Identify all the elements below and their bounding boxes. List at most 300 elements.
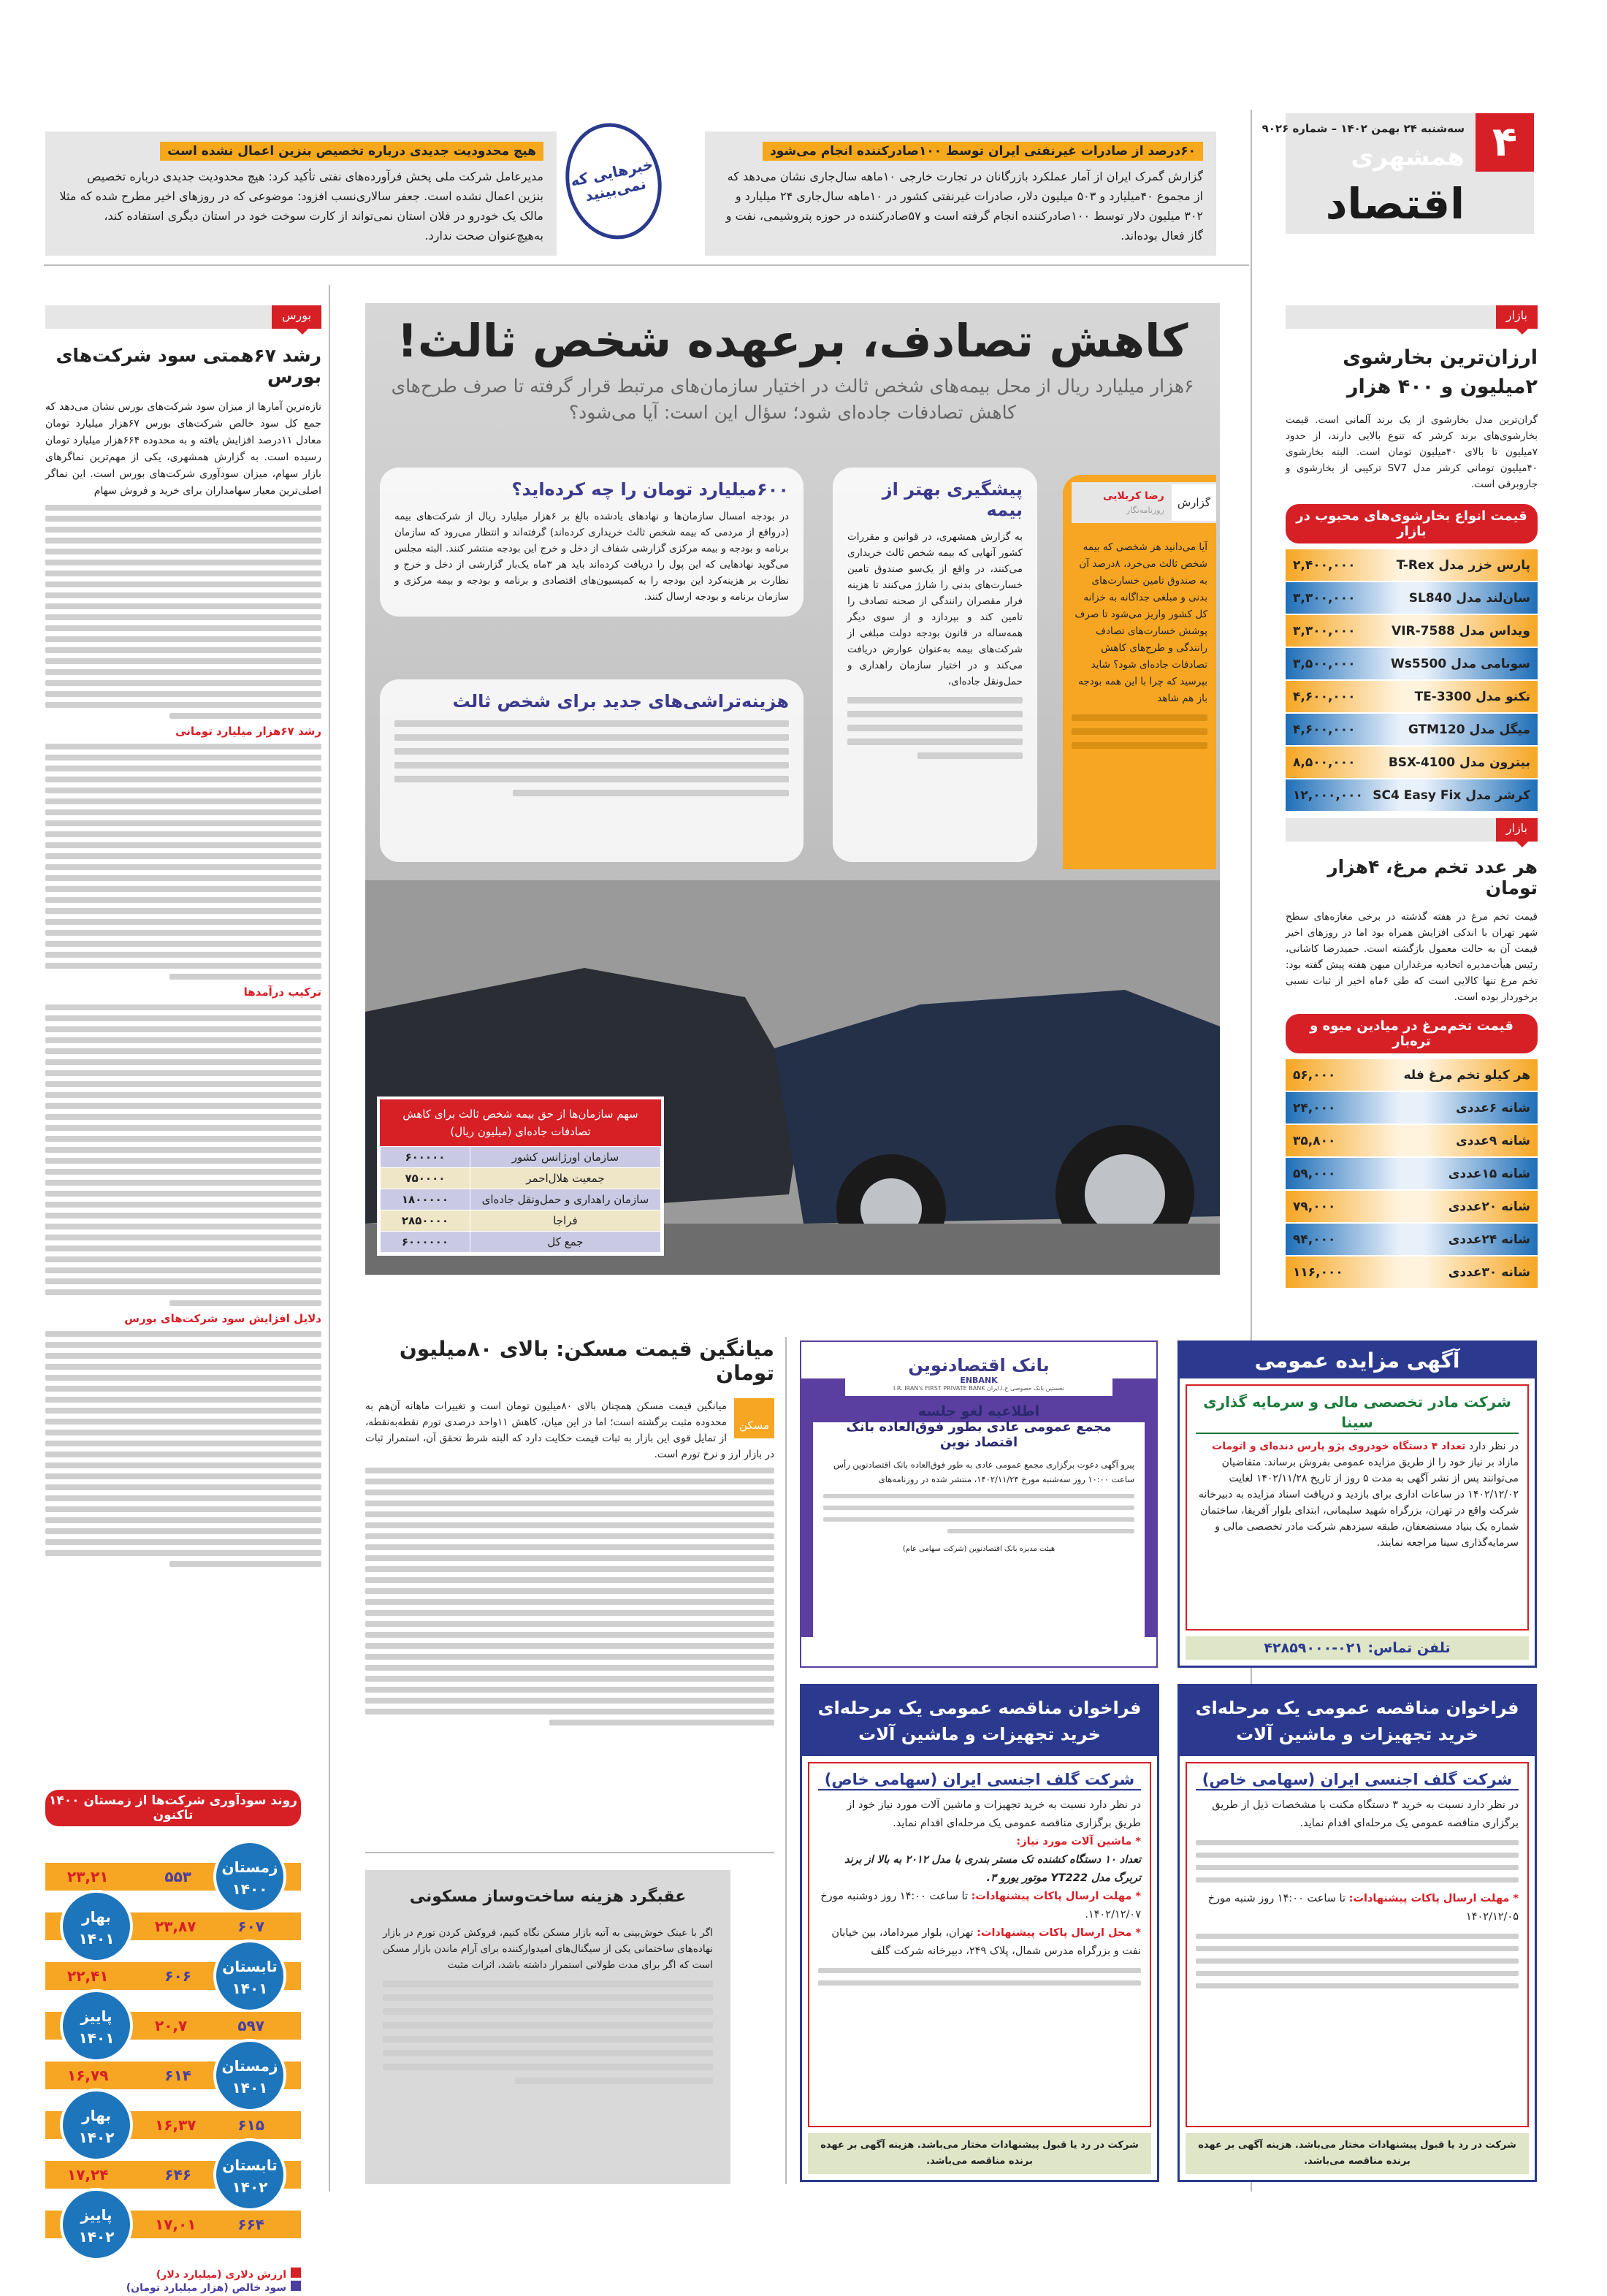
article-body: میانگین قیمت مسکن همچنان بالای ۸۰میلیون تومان است و تغییرات ماهانه آن‌هم به محدوده مثبت برگشته است؛ اما در این میان، کاهش ۱۱واحد درصدی تورم نقطه‌به‌نقطه، از تمایل قوی این بازار به ثبات قیمت حکایت دارد که البته شرط تحقق آن، استمرار ثبات در بازار ارز و نرخ تورم است.	[365, 1400, 774, 1460]
text-line	[45, 809, 321, 815]
text-line	[45, 1015, 321, 1021]
text-line	[45, 820, 321, 826]
ad-company: شرکت گلف اجنسی ایران (سهامی خاص)	[818, 1771, 1141, 1790]
dollar-value: ۱۶,۳۷	[155, 2116, 196, 2134]
ad-body: پیرو آگهی دعوت برگزاری مجمع عمومی عادی به طور فوق‌العاده بانک اقتصادنوین رأس ساعت ۱۰:۰۰ روز سه‌شنبه مورخ ۱۴۰۲/۱۱/۲۴، منتشر شده در روزنامه‌های	[833, 1460, 1134, 1484]
box-title: هزینه‌تراشی‌های جدید برای شخص ثالث	[452, 691, 789, 712]
text-line	[549, 1720, 774, 1725]
year: ۱۴۰۱	[78, 2029, 115, 2047]
section-bar	[45, 305, 321, 329]
text-line	[45, 1081, 321, 1087]
org-value: ۷۵۰۰۰۰	[381, 1168, 470, 1189]
season-badge	[60, 2188, 133, 2261]
org-value: ۶۰۰۰۰۰	[381, 1147, 470, 1168]
item-name: شانه ۹عددی	[1456, 1133, 1530, 1148]
season-badge	[213, 1940, 286, 2013]
text-line	[365, 1490, 774, 1495]
item-name: شانه ۱۵عددی	[1448, 1166, 1530, 1181]
profit-value: ۶۴۶	[164, 2166, 191, 2184]
text-line	[169, 974, 321, 980]
text-line	[45, 831, 321, 837]
legend	[45, 2268, 301, 2294]
text-line	[45, 691, 321, 697]
logo-overlay: همشهری	[1351, 142, 1465, 172]
season: زمستان	[221, 2057, 278, 2075]
text-line	[45, 842, 321, 848]
box-title: ۶۰۰میلیارد تومان را چه کرده‌اید؟	[511, 479, 789, 500]
table-row	[381, 1189, 661, 1210]
legend-dollar: ارزش دلاری (میلیارد دلار)	[45, 2268, 301, 2281]
masthead	[1261, 113, 1534, 234]
item-price: ۳,۳۰۰,۰۰۰	[1293, 623, 1356, 638]
teaser-title: هیچ محدودیت جدیدی درباره تخصیص بنزین اعمال نشده است	[160, 142, 543, 161]
dollar-value: ۲۲,۴۱	[67, 1967, 109, 1985]
text-line	[365, 1698, 774, 1704]
headline: رشد ۶۷همتی سود شرکت‌های بورس	[56, 345, 321, 387]
text-line	[45, 614, 321, 620]
text-line	[45, 1495, 321, 1501]
text-line	[45, 1114, 321, 1120]
trend-row	[45, 2007, 301, 2047]
text-line	[45, 1235, 321, 1240]
text-line	[45, 1125, 321, 1131]
text-line	[45, 1397, 321, 1403]
year: ۱۴۰۱	[232, 1980, 268, 1997]
text-line	[45, 538, 321, 544]
ad-subtitle: مجمع عمومی عادی بطور فوق‌العاده بانک اقتصاد نوین	[846, 1419, 1112, 1450]
ad-label: * ماشین آلات مورد نیاز:	[1016, 1836, 1141, 1847]
text-line	[45, 1375, 321, 1381]
text-line	[45, 603, 321, 609]
section-label: بازار	[1496, 305, 1538, 329]
text-line	[45, 1136, 321, 1142]
text-line	[45, 702, 321, 708]
item-price: ۵۶,۰۰۰	[1293, 1067, 1336, 1083]
text-line	[45, 1441, 321, 1446]
season: پاییز	[80, 2007, 112, 2025]
tender-ad-1	[800, 1684, 1159, 2182]
price-row	[1286, 1092, 1538, 1124]
season-badge	[213, 2039, 286, 2112]
text-line	[45, 1103, 321, 1109]
subhead: دلایل افزایش سود شرکت‌های بورس	[124, 1312, 321, 1325]
subhead: رشد ۶۷هزار میلیارد تومانی	[175, 725, 321, 738]
ad-text: تعداد ۱۰ دستگاه کشنده تک مستر بندری با مدل ۲۰۱۲ به بالا از برند تربرگ مدل YT222 موتور یورو ۳.	[844, 1854, 1141, 1884]
text-line	[45, 908, 321, 914]
item-price: ۴,۶۰۰,۰۰۰	[1293, 689, 1356, 704]
text-line	[365, 1643, 774, 1649]
text-line	[45, 1246, 321, 1251]
org-share-table	[380, 1099, 661, 1253]
trend-row	[45, 2107, 301, 2146]
text-line	[45, 853, 321, 859]
year: ۱۴۰۲	[78, 2129, 115, 2146]
text-line	[45, 875, 321, 881]
dollar-value: ۲۰,۷	[155, 2017, 188, 2034]
text-line	[45, 952, 321, 958]
text-line	[365, 1709, 774, 1715]
section-logo: اقتصاد	[1325, 179, 1465, 229]
ad-text: در نظر دارد نسبت به خرید ۳ دستگاه مکنت با مشخصات ذیل از طریق برگزاری مناقصه عمومی یک مرحله‌ای اقدام نماید.	[1212, 1799, 1519, 1829]
item-name: شانه ۶عددی	[1456, 1100, 1530, 1115]
text-line	[45, 581, 321, 587]
text-line	[45, 1452, 321, 1457]
tender-ad-2	[1177, 1684, 1537, 2182]
ad-text: مازاد بر نیاز خود را از طریق مزایده عمومی بفروش برساند. متقاضیان می‌توانند پس از نشر آگهی به مدت ۵ روز از تاریخ ۱۴۰۲/۱۱/۲۸ لغایت ۱۴۰۲/۱۲/۰۲ در ساعات اداری برای بازدید و دریافت اسناد مزایده به دبیرخانه شرکت واقع در تهران، بزرگراه شهید سلیمانی، ابتدای بلوار آفریقا، ساختمان شماره یک بنیاد مستضعفان، طبقه سیزدهم شرکت مادر تخصصی مالی و سرمایه‌گذاری سینا مراجعه نمایند.	[1198, 1457, 1519, 1549]
bank-ad	[800, 1340, 1158, 1668]
text-line	[365, 1665, 774, 1671]
table-row	[381, 1232, 661, 1253]
text-line	[45, 1256, 321, 1262]
ad-text: تهران، بلوار میرداماد، بین خیابان نفت و بزرگراه مدرس شمال، پلاک ۲۴۹، دبیرخانه شرکت گلف	[831, 1927, 1141, 1957]
season: زمستان	[221, 1858, 278, 1876]
text-line	[45, 1484, 321, 1490]
profit-value: ۶۱۴	[164, 2067, 191, 2084]
text-line	[365, 1479, 774, 1484]
text-line	[45, 1473, 321, 1479]
item-price: ۲۴,۰۰۰	[1293, 1100, 1336, 1115]
season-badge	[213, 2138, 286, 2211]
teaser-title: ۶۰درصد از صادرات غیرنفتی ایران توسط ۱۰۰صادرکننده انجام می‌شود	[763, 142, 1203, 161]
item-price: ۵۹,۰۰۰	[1293, 1166, 1336, 1181]
section-label: بازار	[1496, 818, 1538, 842]
article-body: تازه‌ترین آمارها از میزان سود شرکت‌های بورس نشان می‌دهد که جمع کل سود خالص شرکت‌های بورس ۶۷هزار میلیارد تومان معادل ۱۱درصد افزایش یافته و به محدوده ۶۶۴هزار میلیارد تومان رسیده است. به گزارش همشهری، یکی از مهم‌ترین نماگرهای بازار سهام، میزان سودآوری شرکت‌های بورس است. این نماگر اصلی‌ترین معیار سهامداران برای خرید و فروش سهام	[45, 401, 322, 497]
text-line	[45, 1364, 321, 1370]
org-name: سازمان راهداری و حمل‌ونقل جاده‌ای	[470, 1189, 660, 1210]
text-line	[45, 1353, 321, 1359]
season-badge	[60, 1890, 133, 1963]
text-line	[365, 1676, 774, 1682]
text-line	[45, 1004, 321, 1010]
item-price: ۷۹,۰۰۰	[1293, 1199, 1336, 1214]
feature-title: کاهش تصادف، برعهده شخص ثالث!	[397, 314, 1188, 367]
steamer-price-table	[1286, 504, 1538, 811]
ad-text: تا ساعت ۱۴:۰۰ روز دوشنبه مورخ ۱۴۰۲/۱۲/۰۷.	[820, 1891, 1141, 1921]
text-line	[45, 560, 321, 565]
text-line	[45, 864, 321, 870]
text-line	[45, 1048, 321, 1054]
trend-row	[45, 1958, 301, 1997]
text-line	[45, 680, 321, 686]
box-text: به گزارش همشهری، در قوانین و مقررات کشور آنهایی که بیمه شخص ثالث خریداری می‌کنند، در واقع از یک‌سو صندوق تامین خسارت‌های بدنی را شارژ می‌کنند تا هزینه فرار مقصران رانندگی از صحنه تصادف را تامین کند و بپردازد و از سوی دیگر همه‌ساله در قانون بودجه دولت مبلغی از شرکت‌های بیمه به‌عنوان عوارض دریافت می‌کند و در اختیار سازمان راهداری و حمل‌ونقل جاده‌ای،	[847, 531, 1023, 687]
text-line	[45, 1550, 321, 1556]
ad-company: شرکت مادر تخصصی مالی و سرمایه گذاری سینا	[1196, 1392, 1519, 1434]
text-line	[45, 744, 321, 750]
trend-row	[45, 1858, 301, 1898]
item-name: شانه ۲۰عددی	[1448, 1199, 1530, 1214]
item-price: ۸,۵۰۰,۰۰۰	[1293, 755, 1356, 770]
text-line	[45, 1342, 321, 1348]
season-badge	[60, 1989, 133, 2062]
text-line	[45, 919, 321, 925]
item-name: سان‌لند مدل SL840	[1408, 590, 1530, 606]
ad-text: در نظر دارد	[1468, 1441, 1519, 1452]
item-price: ۳۵,۸۰۰	[1293, 1133, 1336, 1148]
item-name: سونامی مدل Ws5500	[1391, 656, 1530, 671]
report-label: گزارش	[1172, 484, 1216, 521]
price-row	[1286, 1125, 1538, 1156]
text-line	[45, 1224, 321, 1229]
ad-title: فراخوان مناقصه عمومی یک مرحله‌ای خرید تجهیزات و ماشین آلات	[1180, 1686, 1535, 1756]
text-line	[45, 963, 321, 969]
text-line	[45, 941, 321, 947]
text-line	[45, 1517, 321, 1523]
dollar-value: ۲۳,۸۷	[155, 1918, 196, 1935]
reporter-byline	[1072, 482, 1216, 523]
item-price: ۴,۶۰۰,۰۰۰	[1293, 722, 1356, 737]
text-line	[45, 592, 321, 598]
reporter-role: روزنامه‌نگار	[1126, 505, 1164, 515]
item-price: ۲,۴۰۰,۰۰۰	[1293, 557, 1356, 573]
construction-cost-box	[365, 1870, 730, 2184]
text-line	[365, 1599, 774, 1605]
trend-row	[45, 2156, 301, 2196]
price-row	[1286, 648, 1538, 679]
item-name: میگل مدل GTM120	[1408, 722, 1530, 737]
text-line	[45, 1289, 321, 1295]
text-line	[365, 1654, 774, 1660]
ad-label: * محل ارسال پاکات پیشنهادات:	[977, 1927, 1141, 1939]
text-line	[45, 1169, 321, 1175]
price-row	[1286, 549, 1538, 581]
org-value: ۱۸۰۰۰۰۰	[381, 1189, 470, 1210]
text-line	[365, 1632, 774, 1638]
legend-profit: سود خالص (هزار میلیارد تومان)	[45, 2281, 301, 2294]
ad-label: * مهلت ارسال پاکات پیشنهادات:	[971, 1891, 1141, 1902]
dollar-value: ۱۷,۰۱	[155, 2216, 196, 2233]
text-line	[45, 886, 321, 892]
text-line	[169, 1561, 321, 1567]
text-line	[45, 669, 321, 675]
ad-label: * مهلت ارسال پاکات پیشنهادات:	[1348, 1893, 1519, 1904]
text-line	[45, 1506, 321, 1512]
table-row	[381, 1147, 661, 1168]
text-line	[45, 1539, 321, 1545]
item-name: شانه ۳۰عددی	[1448, 1265, 1530, 1280]
year: ۱۴۰۲	[78, 2228, 115, 2246]
item-price: ۱۱۶,۰۰۰	[1293, 1265, 1343, 1280]
season: پاییز	[80, 2206, 112, 2224]
org-value: ۲۸۵۰۰۰۰	[381, 1210, 470, 1232]
column-divider	[329, 285, 330, 2192]
section-bar	[1286, 305, 1538, 329]
dollar-value: ۱۷,۲۴	[67, 2166, 109, 2184]
ad-content	[1186, 1384, 1529, 1631]
text-line	[365, 1511, 774, 1517]
year: ۱۴۰۲	[232, 2178, 268, 2196]
ad-footer: شرکت در رد یا قبول پیشنهادات مختار می‌باشد. هزینه آگهی بر عهده برنده مناقصه می‌باشد.	[808, 2133, 1151, 2174]
price-row	[1286, 1224, 1538, 1255]
ad-signature: هیئت مدیره بانک اقتصادنوین (شرکت سهامی عام)	[902, 1545, 1056, 1553]
feature-subtitle: ۶هزار میلیارد ریال از محل بیمه‌های شخص ثالث در اختیار سازمان‌های مرتبط قرار گرفته تا صرف طرح‌های کاهش تصادفات جاده‌ای شود؛ سؤال این است: آیا می‌شود؟	[391, 375, 1194, 423]
item-price: ۹۴,۰۰۰	[1293, 1232, 1336, 1247]
page-number: ۴	[1476, 113, 1534, 172]
text-line	[365, 1566, 774, 1572]
text-line	[45, 787, 321, 793]
teaser-exports	[705, 131, 1216, 256]
right-column-bottom	[1286, 818, 1538, 1289]
text-line	[45, 1059, 321, 1065]
text-line	[45, 766, 321, 771]
text-line	[365, 1621, 774, 1627]
season: بهار	[82, 1908, 111, 1926]
item-price: ۳,۵۰۰,۰۰۰	[1293, 656, 1356, 671]
text-line	[45, 625, 321, 631]
text-line	[45, 777, 321, 782]
text-line	[45, 1191, 321, 1197]
org-name: فراجا	[470, 1210, 660, 1232]
text-line	[365, 1522, 774, 1528]
ad-phone: تلفن تماس: ۰۲۱-۴۲۸۵۹۰۰۰	[1186, 1636, 1529, 1660]
text-line	[365, 1555, 774, 1561]
bank-logo: بانک اقتصادنوین ENBANK نخستین بانک خصوصی ج.ا.ایران I.R. IRAN's FIRST PRIVATE BANK	[845, 1351, 1112, 1396]
trend-row	[45, 2206, 301, 2246]
teaser-text: گزارش گمرک ایران از آمار عملکرد بازرگانان در تجارت خارجی ۱۰ماهه سال‌جاری نشان می‌دهد که از مجموع ۴۰میلیارد و ۵۰۳ میلیون دلار، صادرات غیرنفتی کشور در ۱۰ماهه سال‌جاری ۲۴ میلیارد و ۳۰۲ میلیون دلار توسط ۱۰۰صادرکننده انجام گرفته است و ۵۷صادرکننده در حوزه پتروشیمی، نفت و گاز فعال بوده‌اند.	[725, 169, 1203, 243]
year: ۱۴۰۰	[232, 1880, 268, 1898]
price-row	[1286, 582, 1538, 614]
text-line	[45, 571, 321, 576]
trend-row	[45, 1908, 301, 1948]
season-badge	[213, 1840, 286, 1913]
text-line	[45, 658, 321, 664]
feature-article	[365, 303, 1220, 1275]
text-line	[45, 1462, 321, 1468]
item-name: ویداس مدل VIR-7588	[1392, 623, 1530, 638]
stamp-text: خبرهایی که نمی‌بینید	[568, 155, 655, 205]
text-line	[45, 1070, 321, 1076]
article-body: قیمت تخم مرغ در هفته گذشته در برخی مغازه‌های سطح شهر تهران با اندکی افزایش همراه بود اما در روزهای اخیر قیمت آن به حالت معمول بازگشته است. حمیدرضا کاشانی، رئیس هیأت‌مدیره اتحادیه مرغداران میهن هفته پیش گفته بود: تخم مرغ تنها کالایی است که طی ۶ماه اخیر از ثبات نسبی برخوردار بوده است.	[1286, 911, 1538, 1003]
text-line	[45, 897, 321, 903]
text-line	[45, 1158, 321, 1164]
profit-value: ۶۶۴	[237, 2216, 264, 2233]
text-line	[45, 1408, 321, 1414]
header-rule	[44, 264, 1249, 266]
org-name: سازمان اورژانس کشور	[470, 1147, 660, 1168]
item-name: پارس خزر مدل T-Rex	[1396, 557, 1530, 573]
report-box	[1063, 475, 1216, 869]
text-line	[45, 1026, 321, 1032]
item-name: شانه ۲۴عددی	[1448, 1232, 1530, 1247]
price-row	[1286, 779, 1538, 811]
text-line	[365, 1577, 774, 1583]
text-line	[365, 1533, 774, 1539]
text-line	[45, 930, 321, 936]
text-line	[45, 1331, 321, 1337]
ad-footer: شرکت در رد یا قبول پیشنهادات مختار می‌باشد. هزینه آگهی بر عهده برنده مناقصه می‌باشد.	[1186, 2133, 1529, 2174]
text-line	[365, 1468, 774, 1473]
text-line	[45, 1092, 321, 1098]
year: ۱۴۰۱	[78, 1930, 115, 1948]
text-line	[45, 1202, 321, 1208]
text-line	[169, 1300, 321, 1306]
section-bar	[1286, 818, 1538, 842]
season: بهار	[82, 2107, 111, 2124]
text-line	[365, 1610, 774, 1616]
year: ۱۴۰۱	[232, 2079, 268, 2097]
profit-trend-infographic	[45, 1790, 301, 2294]
text-line	[45, 1213, 321, 1218]
section-tag: مسکن	[734, 1398, 774, 1438]
table-title: سهم سازمان‌ها از حق بیمه شخص ثالث برای کاهش تصادفات جاده‌ای (میلیون ریال)	[380, 1099, 661, 1146]
table-title: قیمت تخم‌مرغ در میادین میوه و تره‌بار	[1286, 1014, 1538, 1053]
item-name: کرشر مدل SC4 Easy Fix	[1373, 787, 1530, 803]
text-line	[365, 1588, 774, 1594]
item-name: تکنو مدل TE-3300	[1414, 689, 1530, 704]
reporter-name: رضا کربلایی	[1102, 489, 1164, 502]
text-line	[45, 505, 321, 511]
box-prevention	[833, 468, 1037, 862]
org-value: ۶۰۰۰۰۰۰	[381, 1232, 470, 1253]
stamp-logo	[555, 114, 672, 248]
trend-row	[45, 2057, 301, 2097]
ad-title: اطلاعیه لغو جلسه	[917, 1403, 1040, 1419]
table-row	[381, 1168, 661, 1189]
profit-value: ۵۵۳	[164, 1868, 191, 1885]
text-line	[45, 1267, 321, 1273]
left-column	[45, 305, 321, 1572]
report-text: آیا می‌دانید هر شخصی که بیمه شخص ثالث می‌خرد، ۸درصد آن به صندوق تامین خسارت‌های بدنی و مبلغی جداگانه به خزانه کل کشور واریز می‌شود تا صرف پوشش خسارت‌های تصادف رانندگی و طرح‌های کاهش تصادفات جاده‌ای شود؟ شاید بپرسید که چرا با این همه بودجه باز هم شاهد	[1074, 541, 1207, 704]
box-title: عقبگرد هزینه ساخت‌وساز مسکونی	[409, 1888, 687, 1906]
dollar-value: ۱۶,۷۹	[67, 2067, 109, 2084]
profit-value: ۵۹۷	[237, 2017, 264, 2034]
ad-highlight: تعداد ۴ دستگاه خودروی پژو پارس دنده‌ای و اتومات	[1212, 1441, 1466, 1452]
price-row	[1286, 747, 1538, 778]
text-line	[45, 1180, 321, 1186]
teaser-text: مدیرعامل شرکت ملی پخش فرآورده‌های نفتی تأکید کرد: هیچ محدودیت جدیدی درباره تخصیص بنزین اعمال نشده است. جعفر سالاری‌نسب افزود: موضوعی که در روزهای اخیر مطرح شده که مثلا مالک یک خودرو در فلان استان نمی‌تواند از کارت سوخت خود در استان دیگری استفاده کند، به‌هیچ‌عنوان صحت ندارد.	[59, 169, 543, 243]
org-name: جمع کل	[470, 1232, 660, 1253]
text-line	[45, 1037, 321, 1043]
dollar-value: ۲۳,۲۱	[67, 1868, 109, 1885]
text-line	[45, 1278, 321, 1284]
text-line	[45, 527, 321, 533]
table-row	[381, 1210, 661, 1232]
ad-text: تا ساعت ۱۴:۰۰ روز شنبه مورخ ۱۴۰۲/۱۲/۰۵	[1207, 1893, 1519, 1923]
headline: ارزان‌ترین بخارشوی ۲میلیون و ۴۰۰ هزار	[1343, 346, 1538, 398]
egg-price-table	[1286, 1014, 1538, 1288]
text-line	[45, 636, 321, 642]
text-line	[365, 1544, 774, 1550]
text-line	[45, 1147, 321, 1153]
text-line	[45, 755, 321, 760]
price-row	[1286, 1059, 1538, 1091]
right-column-top	[1286, 305, 1538, 812]
price-row	[1286, 1256, 1538, 1288]
season: تابستان	[222, 2156, 278, 2174]
text-line	[45, 1386, 321, 1392]
housing-article	[365, 1337, 774, 1731]
price-row	[1286, 615, 1538, 647]
auction-ad	[1177, 1340, 1537, 1668]
box-600-billion	[380, 468, 804, 617]
profit-value: ۶۰۶	[164, 1967, 191, 1985]
text-line	[45, 798, 321, 804]
text-line	[45, 1430, 321, 1435]
headline: میانگین قیمت مسکن: بالای ۸۰میلیون تومان	[399, 1337, 774, 1385]
ad-company: شرکت گلف اجنسی ایران (سهامی خاص)	[1196, 1771, 1519, 1790]
text-line	[45, 516, 321, 522]
box-title: پیشگیری بهتر از بیمه	[882, 479, 1023, 520]
text-line	[45, 549, 321, 554]
item-price: ۳,۳۰۰,۰۰۰	[1293, 590, 1356, 606]
text-line	[169, 713, 321, 719]
ad-text: در نظر دارد نسبت به خرید تجهیزات و ماشین آلات مورد نیاز خود از طریق برگزاری مناقصه عمومی یک مرحله‌ای اقدام نماید.	[847, 1799, 1141, 1829]
text-line	[45, 647, 321, 653]
box-text: در بودجه امسال سازمان‌ها و نهادهای یادشده بالغ بر ۶هزار میلیارد ریال از شرکت‌های بیمه (درواقع از مردمی که بیمه شخص ثالث خریداری کرده‌اند) گرفته‌اند و انتظار می‌رود که سازمان برنامه و بودجه و بیمه مرکزی گزارشی شفاف از دخل و خرج این بودجه منتشر کنند. البته مجلس می‌گوید نهادهایی که این پول را دریافت کرده‌اند باید هر ۳ماه یک‌بار گزارشی از دخل و خرج و نظارت بر هزینه‌کرد این بودجه را به کمیسیون‌های اقتصادی و برنامه و بودجه و بیمه مرکزی و سازمان برنامه و بودجه ارسال کنند.	[394, 511, 790, 603]
subhead: ترکیب درآمدها	[243, 985, 321, 999]
headline: هر عدد تخم مرغ، ۴هزار تومان	[1327, 856, 1538, 899]
price-row	[1286, 681, 1538, 712]
text-line	[365, 1687, 774, 1693]
